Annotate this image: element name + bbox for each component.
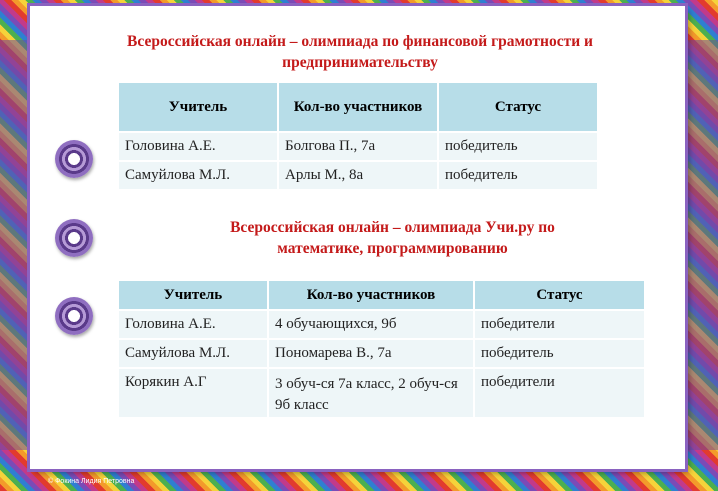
cell-teacher: Корякин А.Г bbox=[119, 368, 268, 418]
cell-participants: Пономарева В., 7а bbox=[268, 339, 474, 368]
table-row bbox=[119, 339, 645, 368]
binder-ring-icon bbox=[55, 219, 93, 257]
cell-teacher: Головина А.Е. bbox=[119, 132, 278, 161]
cell-participants: 4 обучающихся, 9б bbox=[268, 310, 474, 339]
table-row bbox=[119, 132, 598, 161]
cell-status: победитель bbox=[474, 339, 645, 368]
binder-ring-icon bbox=[55, 140, 93, 178]
header-teacher: Учитель bbox=[119, 83, 278, 132]
cell-teacher: Головина А.Е. bbox=[119, 310, 268, 339]
cell-teacher: Самуйлова М.Л. bbox=[119, 339, 268, 368]
cell-teacher: Самуйлова М.Л. bbox=[119, 161, 278, 190]
header-status: Статус bbox=[474, 281, 645, 310]
binder-ring-icon bbox=[55, 297, 93, 335]
math-results-table bbox=[119, 281, 646, 419]
table-header-row bbox=[119, 281, 645, 310]
finance-results-table bbox=[119, 83, 599, 191]
header-participants: Кол-во участников bbox=[278, 83, 438, 132]
table-row bbox=[119, 310, 645, 339]
table-header-row bbox=[119, 83, 598, 132]
cell-participants: Арлы М., 8а bbox=[278, 161, 438, 190]
cell-status: победитель bbox=[438, 132, 598, 161]
cell-status: победители bbox=[474, 310, 645, 339]
header-participants: Кол-во участников bbox=[268, 281, 474, 310]
cell-participants: Болгова П., 7а bbox=[278, 132, 438, 161]
cell-participants: 3 обуч-ся 7а класс, 2 обуч-ся 9б класс bbox=[268, 368, 474, 418]
copyright-text: © Фокина Лидия Петровна bbox=[48, 478, 135, 485]
cell-status: победитель bbox=[438, 161, 598, 190]
cell-status: победители bbox=[474, 368, 645, 418]
table-row bbox=[119, 161, 598, 190]
header-status: Статус bbox=[438, 83, 598, 132]
olympiad-title-math: Всероссийская онлайн – олимпиада Учи.ру по математике, программированию bbox=[230, 219, 555, 257]
table-row bbox=[119, 368, 645, 418]
olympiad-title-finance: Всероссийская онлайн – олимпиада по финансовой грамотности и предпринимательству bbox=[127, 33, 593, 71]
header-teacher: Учитель bbox=[119, 281, 268, 310]
